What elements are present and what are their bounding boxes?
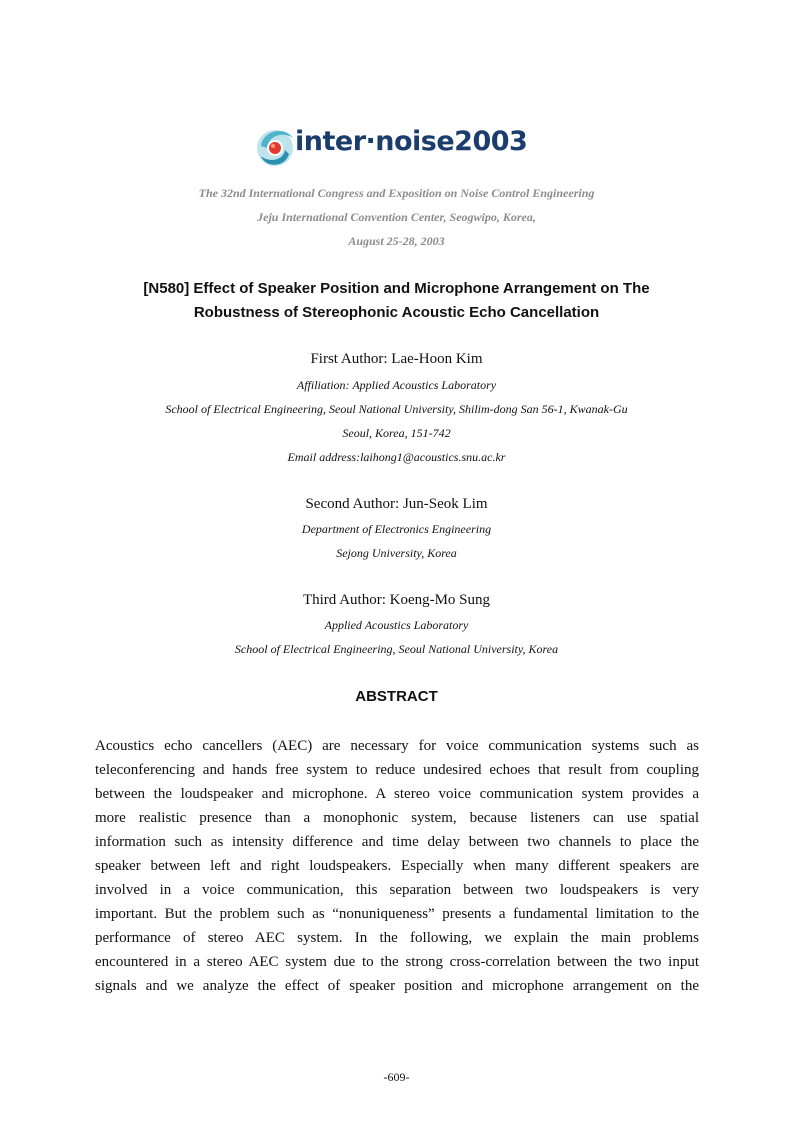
logo-wordmark: inter·noise2003 (295, 126, 528, 157)
conference-logo (255, 120, 545, 172)
first-author-school: School of Electrical Engineering, Seoul National University, Shilim-dong San 56-1, Kwanak-Gu (165, 402, 628, 416)
third-author-school: School of Electrical Engineering, Seoul National University, Korea (234, 642, 559, 656)
conference-venue: Jeju International Convention Center, Seogwipo, Korea, (257, 210, 536, 224)
conference-name: The 32nd International Congress and Exposition on Noise Control Engineering (198, 186, 595, 200)
abstract-line: more realistic presence than a monophonic system, because listeners can use spatial (95, 810, 699, 826)
abstract-line: information such as intensity difference and time delay between two channels to place the (95, 834, 699, 850)
abstract-body (95, 734, 699, 998)
first-author-email: Email address:laihong1@acoustics.snu.ac.kr (287, 450, 506, 464)
abstract-line: involved in a voice communication, this separation between two loudspeakers is very (95, 882, 699, 898)
second-author-university: Sejong University, Korea (336, 546, 457, 560)
abstract-line: between the loudspeaker and microphone. A stereo voice communication system provides a (95, 786, 699, 802)
second-author-department: Department of Electronics Engineering (301, 522, 492, 536)
abstract-line: signals and we analyze the effect of speaker position and microphone arrangement on the (95, 978, 699, 994)
abstract-line: speaker between left and right loudspeakers. Especially when many different speakers are (95, 858, 699, 874)
abstract-heading: ABSTRACT (355, 688, 438, 705)
abstract-line: Acoustics echo cancellers (AEC) are necessary for voice communication systems such as (95, 738, 699, 754)
swirl-logo-icon (255, 120, 299, 172)
first-author-name: First Author: Lae-Hoon Kim (310, 351, 483, 367)
third-author-lab: Applied Acoustics Laboratory (324, 618, 469, 632)
abstract-line: teleconferencing and hands free system to reduce undesired echoes that result from coupling (95, 762, 699, 778)
second-author-name: Second Author: Jun-Seok Lim (305, 496, 488, 512)
abstract-line: performance of stereo AEC system. In the following, we explain the main problems (95, 930, 699, 946)
first-author-affiliation: Affiliation: Applied Acoustics Laboratory (296, 378, 497, 392)
paper-title-line-1: [N580] Effect of Speaker Position and Microphone Arrangement on The (143, 280, 650, 297)
third-author-name: Third Author: Koeng-Mo Sung (302, 592, 491, 608)
first-author-city: Seoul, Korea, 151-742 (342, 426, 451, 440)
abstract-line: encountered in a stereo AEC system due to the strong cross-correlation between the two input (95, 954, 699, 970)
abstract-line: important. But the problem such as “nonuniqueness” presents a fundamental limitation to the (95, 906, 699, 922)
paper-title-line-2: Robustness of Stereophonic Acoustic Echo Cancellation (193, 304, 600, 321)
conference-dates: August 25-28, 2003 (348, 234, 445, 248)
page-number: -609- (383, 1070, 410, 1084)
